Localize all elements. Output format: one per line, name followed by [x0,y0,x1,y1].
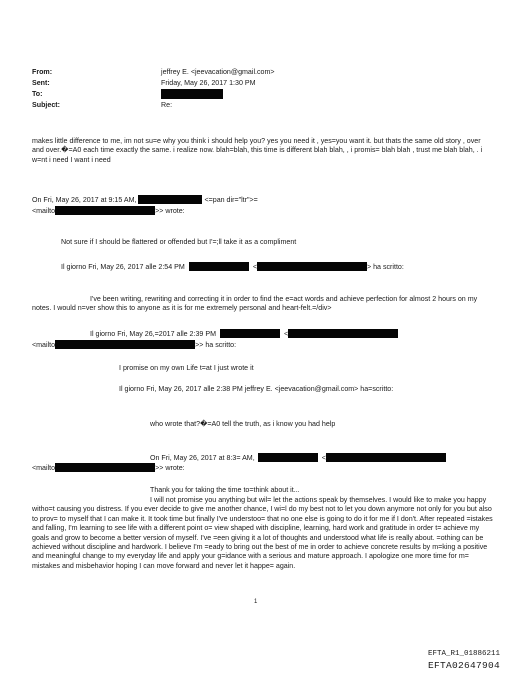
sent-value: Friday, May 26, 2017 1:30 PM [161,79,256,87]
quote5-redaction-b [326,453,446,462]
quote3-header [90,329,398,339]
quote3-text: I promise on my own Life t=at I just wrote it [119,364,254,372]
quote1-on: On Fri, May 26, 2017 at 9:15 AM, [32,196,137,204]
from-label: From: [32,68,53,76]
quote1-header [32,195,258,205]
quote1-text: Not sure if I should be flattered or offended but I'=;ll take it as a compliment [61,238,297,246]
quote2-redaction-b [257,262,367,271]
quote4-header: Il giorno Fri, May 26, 2017 alle 2:38 PM jeffrey E. <jeevacation@gmail.com> ha=scritto: [119,385,394,393]
quote5-wrote: >> wrote: [155,464,185,472]
quote1-mailto: <mailto [32,207,56,215]
quote3-wrote: >> ha scritto: [195,341,237,349]
quote3-redaction-b [288,329,398,338]
quote5-line1: Thank you for taking the time to=think about it... [150,486,300,494]
quote2-header [61,262,404,272]
quote5-lt: < [321,454,326,462]
quote5-redaction-a [258,453,318,462]
bates-number-2: EFTA02647904 [427,660,500,671]
quote2-text: I've been writing, rewriting and correcting it in order to find the e=act words and achieve perfection for almost 2 hours on my notes. I would n=ver show this to anyone as it is for me extremely personal and heart-felt.=/div> [32,295,478,313]
quote5-paragraph: I will not promise you anything but wil= let the actions speak by themselves. I would like to make you happy witho=t causing you distress. If you ever decide to give me another chance, I wi=l do my best not to let you down anymore not only for you but also to prov= to myself that I can make it. It took time but finally I've understoo= that no one else is going to do it for me if I don't. After repeated =istakes and falling, I'm learning to see life with a different point o= view shaped with discipline, learning, hard work and gratitude in order t= achieve my goals and grow to become a better version of myself. I've =een giving it a lot of thoughts and understood what life is really about. =othing can be achieved without discipline and hardwork. I believe I'm =eady to bring out the best of me in order to achieve concrete results by m=king a positive and meaningful change to my everyday life and apply your g=idance with a serious and mature approach. I apologize one more time for m= mistakes and misbehavior hoping I can move forward and never let it happe= again. [32,496,493,570]
quote5-on: On Fri, May 26, 2017 at 8:3= AM, [150,454,255,462]
from-value: jeffrey E. <jeevacation@gmail.com> [161,68,275,76]
quote5-mailto-redaction [55,463,155,472]
sent-label: Sent: [32,79,50,87]
subject-label: Subject: [32,101,60,109]
subject-value: Re: [161,101,173,109]
quote1-mailto-redaction [55,206,155,215]
quote1-mailto-line [32,206,185,216]
bates-number-1: EFTA_R1_01886211 [427,650,500,658]
quote5-mailto-line [32,463,185,473]
quote1-redaction [138,195,202,204]
to-label: To: [32,90,43,98]
quote3-mailto-redaction [55,340,195,349]
reply-text: makes little difference to me, im not su=e why you think i should help you? yes you need it , yes=you want it. but thats the same old story , over and over.�=A0 each time exactly the same. i realize now. blah=blah, this time is different blah blah, , i promis= blah blah , trust me blah blah, . i w=nt i need I want i need [32,137,483,164]
quote3-redaction-a [220,329,280,338]
to-redaction [161,89,223,100]
quote2-redaction-a [189,262,249,271]
quote3-mailto: <mailto [32,341,56,349]
quote3-on: Il giorno Fri, May 26,=2017 alle 2:39 PM [90,330,216,338]
quote3-lt: < [283,330,289,338]
quote2-wrote: > ha scritto: [366,263,404,271]
quote1-wrote: >> wrote: [155,207,185,215]
quote2-lt: < [252,263,257,271]
quote5-header [150,453,446,463]
quote5-mailto: <mailto [32,464,56,472]
quote4-text: who wrote that?�=A0 tell the truth, as i know you had help [150,420,336,428]
quote1-span: <=pan dir="ltr">= [204,196,258,204]
quote3-mailto-line [32,340,236,350]
page-number: 1 [254,599,258,605]
quote2-on: Il giorno Fri, May 26, 2017 alle 2:54 PM [61,263,185,271]
